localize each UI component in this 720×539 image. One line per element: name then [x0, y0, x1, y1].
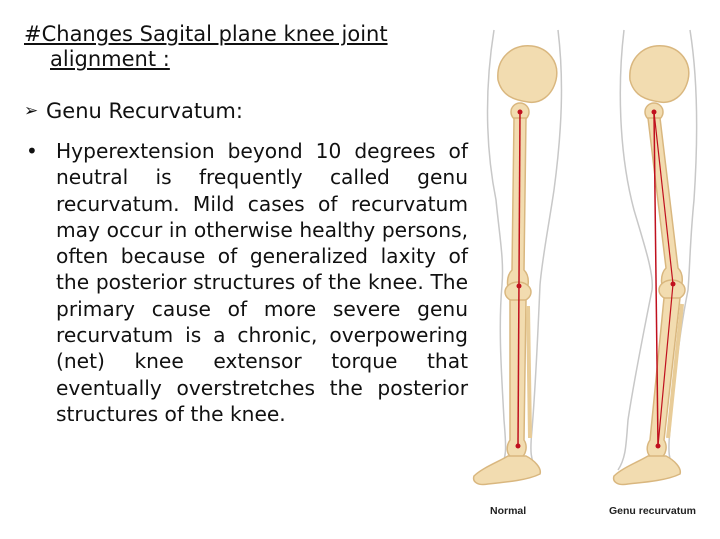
genu-ankle-marker [656, 444, 661, 449]
normal-tibia [507, 300, 526, 458]
genu-pelvis [630, 46, 689, 102]
slide-text [24, 22, 468, 427]
normal-ankle-marker [516, 444, 521, 449]
normal-caption: Normal [490, 505, 527, 517]
bullet-item [24, 138, 468, 427]
arrow-bullet-icon: ➢ [24, 101, 39, 121]
normal-hip-marker [518, 110, 523, 115]
genu-hip-marker [652, 110, 657, 115]
genu-recurvatum-leg-illustration [594, 0, 720, 539]
slide-heading [24, 22, 468, 72]
heading-line-1: #Changes Sagital plane knee joint [24, 22, 388, 46]
heading-line-2: alignment : [50, 47, 170, 71]
genu-foot [614, 456, 681, 485]
normal-foot [474, 456, 541, 485]
bullet-text: Hyperextension beyond 10 degrees of neutral is frequently called genu recurvatum. Mild cases of recurvatum may occur in otherwise healthy persons, often because of generalized laxity of the posterior structures of the knee. The primary cause of more severe genu recurvatum is a chronic, overpowering (net) knee extensor torque that eventually overstretches the posterior structures of the knee. [56, 139, 468, 426]
genu-femur [648, 118, 682, 292]
subheading-text: Genu Recurvatum: [46, 99, 243, 123]
genu-knee-marker [671, 282, 676, 287]
normal-fibula [528, 306, 530, 438]
round-bullet-icon: • [26, 139, 38, 163]
normal-femur [508, 118, 529, 294]
normal-knee-marker [517, 284, 522, 289]
normal-pelvis [498, 46, 557, 102]
subheading [24, 98, 468, 124]
genu-recurvatum-caption: Genu recurvatum [609, 505, 696, 517]
normal-leg-illustration [468, 0, 594, 539]
